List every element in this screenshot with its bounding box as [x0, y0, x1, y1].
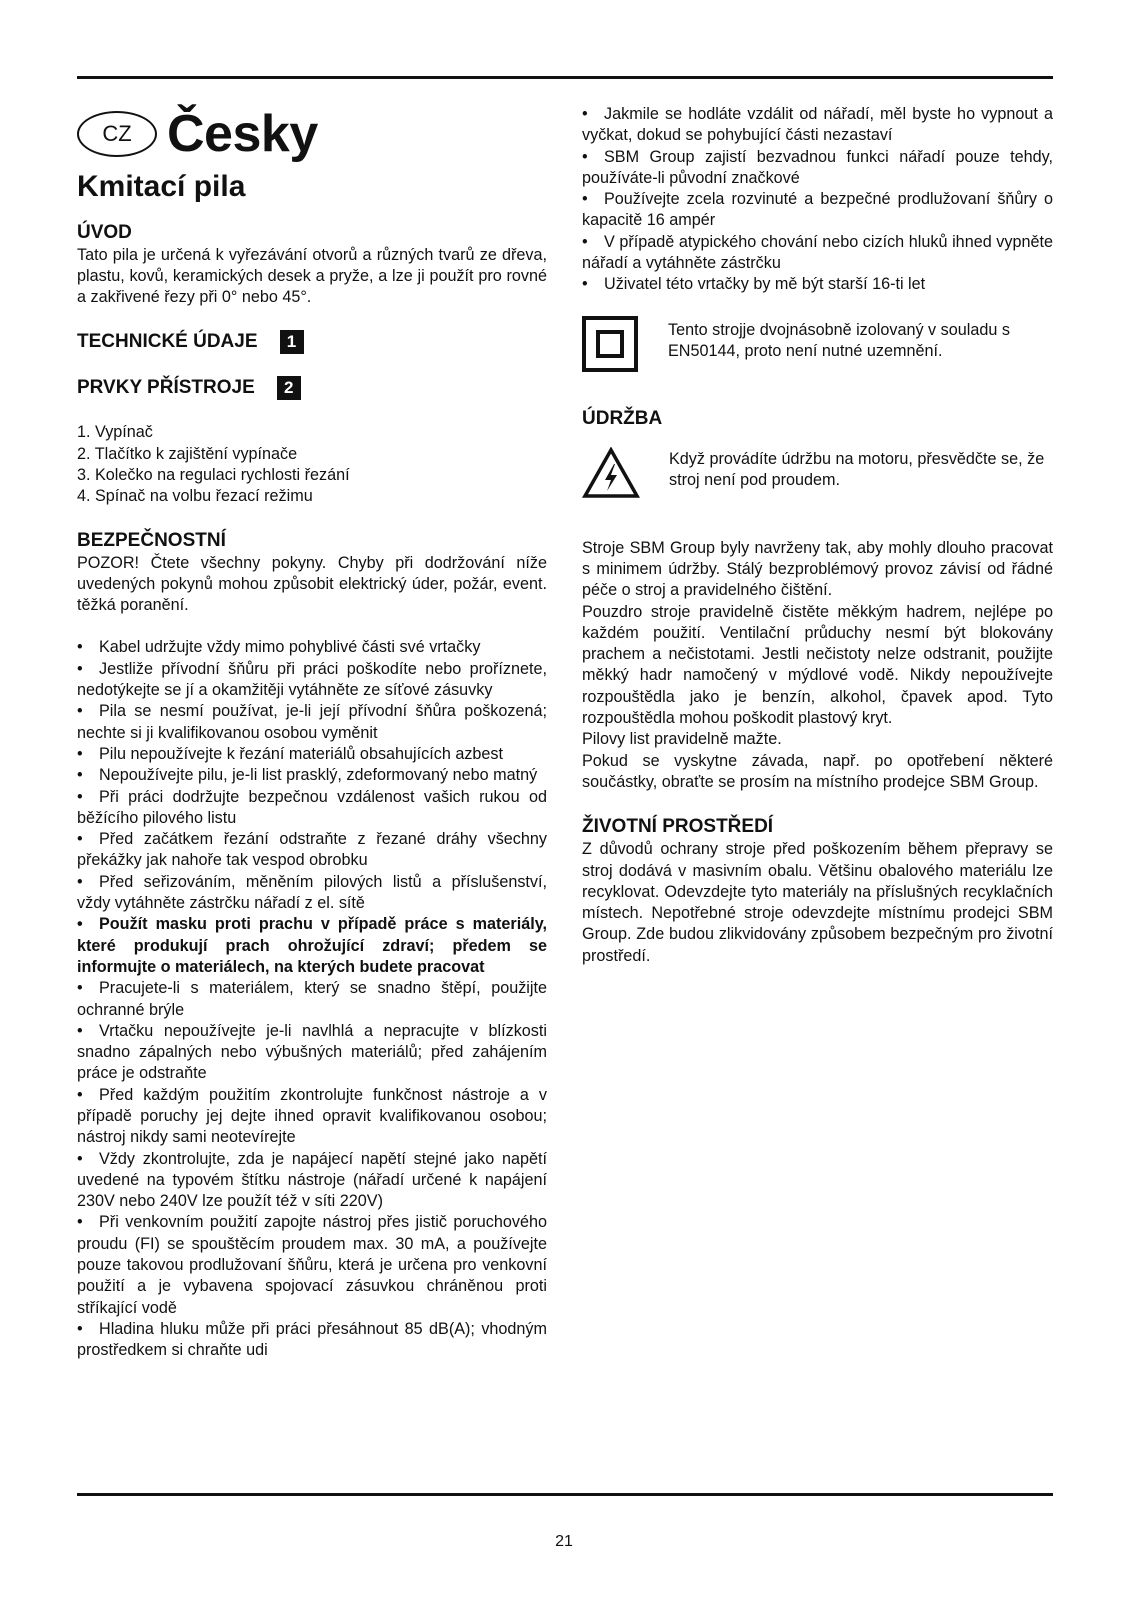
list-item: • Kabel udržujte vždy mimo pohyblivé části své vrtačky [77, 638, 481, 657]
maintenance-warning [582, 447, 1053, 504]
list-item: • Vždy zkontrolujte, zda je napájecí napětí stejné jako napětí uvedené na typovém štítku nástroje (nářadí určené k napájení 230V nebo 240V lze použít též v síti 220V) [77, 1149, 547, 1211]
page-title: Kmitací pila [77, 170, 246, 203]
high-voltage-warning-icon [582, 447, 640, 504]
prvky-heading-row [77, 376, 547, 400]
page-number: 21 [555, 1533, 573, 1550]
tech-heading-row [77, 330, 547, 354]
safety-list-continued [582, 104, 1053, 296]
right-column [582, 104, 1053, 967]
maintenance-paragraph: Pokud se vyskytne závada, např. po opotřebení některé součástky, obraťte se prosím na místního prodejce SBM Group. [582, 751, 1053, 791]
uvod-text: Tato pila je určená k vyřezávání otvorů a různých tvarů ze dřeva, plastu, kovů, keramických desek a pryže, a lze ji použít pro rovné a zakřivené řezy při 0° nebo 45°. [77, 245, 547, 307]
list-item: • Při práci dodržujte bezpečnou vzdálenost vašich rukou od běžícího pilového listu [77, 787, 547, 827]
list-item: • Pracujete-li s materiálem, který se snadno štěpí, použijte ochranné brýle [77, 979, 547, 1019]
list-item: • Při venkovním použití zapojte nástroj přes jistič poruchového proudu (FI) se spouštěcím proudem max. 30 mA, a používejte pouze takovou prodlužovaní šňůru, která je určena pro venkovní použití a je vybavena spojovací zásuvkou chráněnou proti stříkající vodě [77, 1213, 547, 1317]
safety-list [77, 637, 547, 1361]
maintenance-paragraph: Pouzdro stroje pravidelně čistěte měkkým hadrem, nejlépe po každém použití. Ventilační průduchy nesmí být blokovány prachem a nečistotami. Jestli nečistoty nelze odstranit, použijte měkký hadr namočený v mýdlové vodě. Nikdy nepoužívejte rozpouštědla jako je benzín, alkohol, čpavek apod. Tyto rozpouštědla mohou poškodit plastový kryt. [582, 602, 1053, 728]
insulation-note [582, 316, 1053, 377]
tech-heading: TECHNICKÉ ÚDAJE [77, 331, 258, 353]
maintenance-body [582, 538, 1053, 794]
list-item-bold: • Použít masku proti prachu v případě práce s materiály, které produkují prach ohrožující zdraví; předem se informujte o materiálech, na kterých budete pracovat [77, 915, 547, 976]
list-item: • Hladina hluku může při práci přesáhnout 85 dB(A); vhodným prostředkem si chraňte udi [77, 1319, 547, 1360]
bottom-rule [77, 1493, 1053, 1496]
list-item: • Uživatel této vrtačky by mě být starší 16-ti let [582, 275, 926, 294]
list-item: • Před začátkem řezání odstraňte z řezané dráhy všechny překážky jak nahoře tak vespod obrobku [77, 830, 547, 870]
uvod-heading: ÚVOD [77, 221, 132, 243]
double-insulation-icon [582, 316, 638, 377]
list-item: 1. Vypínač [77, 423, 153, 442]
list-item: • Pilu nepoužívejte k řezání materiálů obsahujících azbest [77, 744, 504, 763]
list-item: 3. Kolečko na regulaci rychlosti řezání [77, 465, 350, 484]
list-item: • Před seřizováním, měněním pilových listů a příslušenství, vždy vytáhněte zástrčku nářadí z el. sítě [77, 872, 547, 913]
list-item: • Jakmile se hodláte vzdálit od nářadí, měl byste ho vypnout a vyčkat, dokud se pohybující části nezastaví [582, 105, 1053, 145]
top-rule [77, 76, 1053, 79]
left-column [77, 102, 547, 1362]
figure-ref-1: 1 [280, 330, 304, 354]
list-item: • Nepoužívejte pilu, je-li list prasklý, zdeformovaný nebo matný [77, 766, 538, 785]
list-item: • Vrtačku nepoužívejte je-li navlhlá a nepracujte v blízkosti snadno zápalných nebo výbušných materiálů; před zahájením práce je odstraňte [77, 1021, 547, 1083]
language-header [77, 102, 547, 166]
list-item: • Před každým použitím zkontrolujte funkčnost nástroje a v případě poruchy jej dejte ihned opravit kvalifikovanou osobou; nástroj nikdy sami neotevírejte [77, 1085, 547, 1147]
zivot-text: Z důvodů ochrany stroje před poškozením během přepravy se stroj dodává v masivním obalu. Většinu obalového materiálu lze recyklovat. Odevzdejte tyto materiály na příslušných recyklačních místech. Nepotřebné stroje odevzdejte místnímu prodejci SBM Group. Zde budou zlikvidovány způsobem bezpečným pro životní prostředí. [582, 840, 1053, 965]
list-item: 4. Spínač na volbu řezací režimu [77, 487, 313, 506]
list-item: • SBM Group zajistí bezvadnou funkci nářadí pouze tehdy, používáte-li původní značkové [582, 147, 1053, 187]
udrzba-heading: ÚDRŽBA [582, 407, 663, 429]
warning-text: Když provádíte údržbu na motoru, přesvědčte se, že stroj není pod proudem. [669, 449, 1045, 489]
parts-list [77, 422, 547, 507]
maintenance-paragraph: Pilovy list pravidelně mažte. [582, 730, 782, 749]
bezp-heading: BEZPEČNOSTNÍ [77, 529, 226, 551]
maintenance-paragraph: Stroje SBM Group byly navrženy tak, aby mohly dlouho pracovat s minimem údržby. Stálý bezproblémový provoz závisí od řádné péče o stroj a pravidelného čištění. [582, 538, 1053, 600]
bezp-intro: POZOR! Čtete všechny pokyny. Chyby při dodržování níže uvedených pokynů mohou způsobit elektrický úder, požár, event. těžká poranění. [77, 553, 547, 615]
zivot-heading: ŽIVOTNÍ PROSTŘEDÍ [582, 816, 774, 838]
list-item: • V případě atypického chování nebo cizích hluků ihned vypněte nářadí a vytáhněte zástrčku [582, 232, 1053, 273]
list-item: • Jestliže přívodní šňůru při práci poškodíte nebo proříznete, nedotýkejte se jí a okamžitěji vytáhněte ze síťové zásuvky [77, 659, 547, 700]
language-badge: CZ [77, 111, 157, 157]
insulation-text: Tento strojje dvojnásobně izolovaný v souladu s EN50144, proto není nutné uzemnění. [668, 320, 1010, 360]
prvky-heading: PRVKY PŘÍSTROJE [77, 377, 255, 399]
language-title: Česky [167, 105, 318, 163]
figure-ref-2: 2 [277, 376, 301, 400]
list-item: • Používejte zcela rozvinuté a bezpečné prodlužovaní šňůry o kapacitě 16 ampér [582, 190, 1053, 230]
list-item: 2. Tlačítko k zajištění vypínače [77, 444, 298, 463]
list-item: • Pila se nesmí používat, je-li její přívodní šňůra poškozená; nechte si ji kvalifikovanou osobou vyměnit [77, 702, 547, 742]
